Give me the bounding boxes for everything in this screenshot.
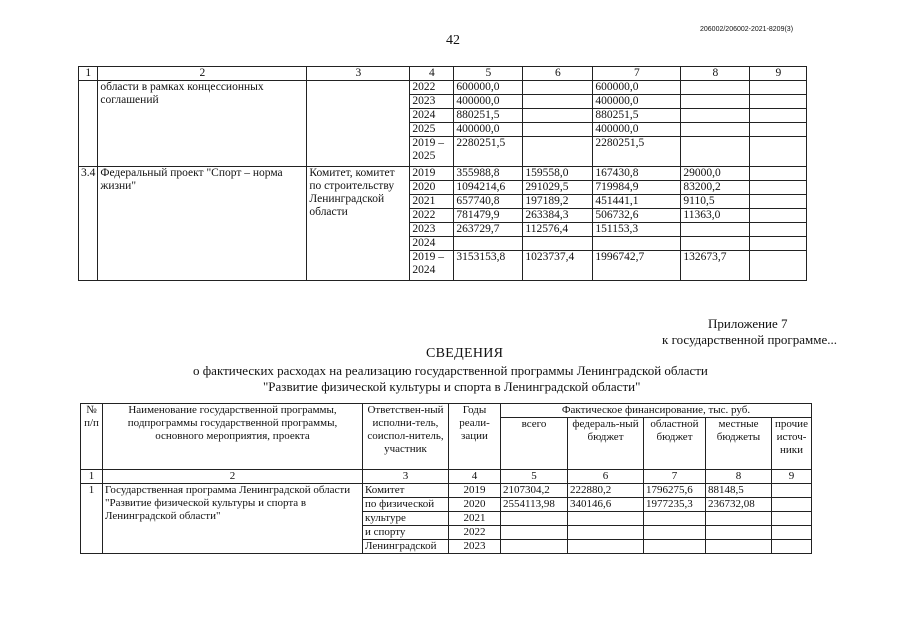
regional-cell [644, 512, 706, 526]
other-cell [772, 498, 812, 512]
other-cell [772, 526, 812, 540]
other-cell [750, 123, 807, 137]
regional-cell [644, 526, 706, 540]
total-cell: 400000,0 [454, 95, 523, 109]
column-number: 1 [81, 470, 103, 484]
other-cell [750, 95, 807, 109]
local-cell: 88148,5 [706, 484, 772, 498]
measure-name: Федеральный проект "Спорт – норма жизни" [98, 167, 307, 281]
header-federal: федераль-ный бюджет [568, 418, 644, 470]
total-cell: 400000,0 [454, 123, 523, 137]
other-cell [750, 209, 807, 223]
column-number-row [81, 470, 812, 484]
column-number: 7 [644, 470, 706, 484]
local-cell [681, 81, 750, 95]
total-cell: 880251,5 [454, 109, 523, 123]
year-cell: 2019 – 2024 [410, 251, 454, 281]
local-cell: 83200,2 [681, 181, 750, 195]
column-number: 2 [98, 67, 307, 81]
local-cell: 236732,08 [706, 498, 772, 512]
header-responsible: Ответствен-ный исполни-тель, соиспол-нитель, участник [363, 404, 449, 470]
local-cell: 132673,7 [681, 251, 750, 281]
program-name: Государственная программа Ленинградской области "Развитие физической культуры и спорта в Ленинградской области" [103, 484, 363, 554]
regional-cell: 506732,6 [593, 209, 681, 223]
total-cell [454, 237, 523, 251]
column-number: 6 [523, 67, 593, 81]
local-cell [706, 540, 772, 554]
regional-cell [644, 540, 706, 554]
responsible: Комитет, комитет по строительству Ленинградской области [307, 167, 410, 281]
appendix-label: Приложение 7 [708, 316, 788, 331]
federal-cell [568, 512, 644, 526]
year-cell: 2022 [449, 526, 501, 540]
column-number: 2 [103, 470, 363, 484]
total-cell: 263729,7 [454, 223, 523, 237]
header-name: Наименование государственной программы, подпрограммы государственной программы, основного мероприятия, проекта [103, 404, 363, 470]
year-cell: 2024 [410, 237, 454, 251]
federal-cell [523, 95, 593, 109]
other-cell [750, 167, 807, 181]
regional-cell: 719984,9 [593, 181, 681, 195]
continuation-table [78, 66, 807, 281]
federal-cell [523, 123, 593, 137]
regional-cell [593, 237, 681, 251]
local-cell [681, 137, 750, 167]
column-number: 9 [750, 67, 807, 81]
row-number [79, 81, 98, 167]
local-cell [681, 109, 750, 123]
other-cell [750, 81, 807, 95]
regional-cell: 167430,8 [593, 167, 681, 181]
year-cell: 2021 [410, 195, 454, 209]
year-cell: 2019 – 2025 [410, 137, 454, 167]
column-number: 5 [454, 67, 523, 81]
other-cell [772, 540, 812, 554]
other-cell [750, 195, 807, 209]
page-number: 42 [446, 33, 460, 48]
year-cell: 2022 [410, 81, 454, 95]
year-cell: 2019 [449, 484, 501, 498]
column-number: 5 [501, 470, 568, 484]
local-cell: 29000,0 [681, 167, 750, 181]
responsible-line: культуре [363, 512, 449, 526]
total-cell [501, 526, 568, 540]
year-cell: 2024 [410, 109, 454, 123]
regional-cell: 451441,1 [593, 195, 681, 209]
year-cell: 2022 [410, 209, 454, 223]
column-number: 8 [681, 67, 750, 81]
total-cell: 600000,0 [454, 81, 523, 95]
federal-cell: 1023737,4 [523, 251, 593, 281]
other-cell [750, 109, 807, 123]
federal-cell: 197189,2 [523, 195, 593, 209]
federal-cell [523, 109, 593, 123]
column-number: 3 [363, 470, 449, 484]
section-title: СВЕДЕНИЯ [426, 346, 504, 361]
local-cell [681, 95, 750, 109]
federal-cell [523, 137, 593, 167]
header-regional: областной бюджет [644, 418, 706, 470]
total-cell: 1094214,6 [454, 181, 523, 195]
year-cell: 2025 [410, 123, 454, 137]
table-row [79, 167, 807, 181]
year-cell: 2023 [410, 95, 454, 109]
year-cell: 2023 [410, 223, 454, 237]
responsible-line: Ленинградской [363, 540, 449, 554]
regional-cell: 400000,0 [593, 95, 681, 109]
column-number: 6 [568, 470, 644, 484]
responsible [307, 81, 410, 167]
year-cell: 2021 [449, 512, 501, 526]
regional-cell: 1977235,3 [644, 498, 706, 512]
regional-cell: 2280251,5 [593, 137, 681, 167]
local-cell: 11363,0 [681, 209, 750, 223]
total-cell: 781479,9 [454, 209, 523, 223]
column-number: 3 [307, 67, 410, 81]
local-cell [681, 123, 750, 137]
local-cell [681, 237, 750, 251]
other-cell [750, 251, 807, 281]
column-number: 8 [706, 470, 772, 484]
responsible-line: Комитет [363, 484, 449, 498]
federal-cell [568, 540, 644, 554]
federal-cell: 263384,3 [523, 209, 593, 223]
total-cell: 2280251,5 [454, 137, 523, 167]
column-number: 4 [449, 470, 501, 484]
measure-name: области в рамках концессионных соглашений [98, 81, 307, 167]
regional-cell: 600000,0 [593, 81, 681, 95]
regional-cell: 880251,5 [593, 109, 681, 123]
total-cell: 3153153,8 [454, 251, 523, 281]
federal-cell: 340146,6 [568, 498, 644, 512]
other-cell [750, 223, 807, 237]
year-cell: 2019 [410, 167, 454, 181]
federal-cell [568, 526, 644, 540]
year-cell: 2020 [449, 498, 501, 512]
document-id: 206002/206002-2021-8209(3) [700, 26, 794, 33]
header-total: всего [501, 418, 568, 470]
federal-cell: 112576,4 [523, 223, 593, 237]
expenses-table [80, 403, 812, 554]
header-num: № п/п [81, 404, 103, 470]
local-cell: 9110,5 [681, 195, 750, 209]
header-years: Годы реали-зации [449, 404, 501, 470]
federal-cell: 222880,2 [568, 484, 644, 498]
other-cell [750, 237, 807, 251]
regional-cell: 400000,0 [593, 123, 681, 137]
column-number: 4 [410, 67, 454, 81]
regional-cell: 151153,3 [593, 223, 681, 237]
section-subtitle: о фактических расходах на реализацию государственной программы Ленинградской области [193, 363, 708, 378]
appendix-reference: к государственной программе... [662, 332, 837, 347]
total-cell: 355988,8 [454, 167, 523, 181]
responsible-line: и спорту [363, 526, 449, 540]
total-cell [501, 540, 568, 554]
regional-cell: 1996742,7 [593, 251, 681, 281]
local-cell [681, 223, 750, 237]
header-row-1 [81, 404, 812, 418]
table-row [81, 484, 812, 498]
total-cell [501, 512, 568, 526]
federal-cell [523, 81, 593, 95]
federal-cell: 159558,0 [523, 167, 593, 181]
other-cell [750, 137, 807, 167]
column-number: 9 [772, 470, 812, 484]
total-cell: 2554113,98 [501, 498, 568, 512]
other-cell [750, 181, 807, 195]
responsible-line: по физической [363, 498, 449, 512]
other-cell [772, 512, 812, 526]
local-cell [706, 526, 772, 540]
year-cell: 2023 [449, 540, 501, 554]
column-number-row [79, 67, 807, 81]
header-financing: Фактическое финансирование, тыс. руб. [501, 404, 812, 418]
federal-cell [523, 237, 593, 251]
total-cell: 657740,8 [454, 195, 523, 209]
header-local: местные бюджеты [706, 418, 772, 470]
row-number: 3.4 [79, 167, 98, 281]
table-row [79, 81, 807, 95]
regional-cell: 1796275,6 [644, 484, 706, 498]
federal-cell: 291029,5 [523, 181, 593, 195]
year-cell: 2020 [410, 181, 454, 195]
section-subtitle-program: "Развитие физической культуры и спорта в Ленинградской области" [263, 379, 641, 394]
column-number: 7 [593, 67, 681, 81]
row-number: 1 [81, 484, 103, 554]
other-cell [772, 484, 812, 498]
total-cell: 2107304,2 [501, 484, 568, 498]
header-other: прочие источ-ники [772, 418, 812, 470]
local-cell [706, 512, 772, 526]
column-number: 1 [79, 67, 98, 81]
